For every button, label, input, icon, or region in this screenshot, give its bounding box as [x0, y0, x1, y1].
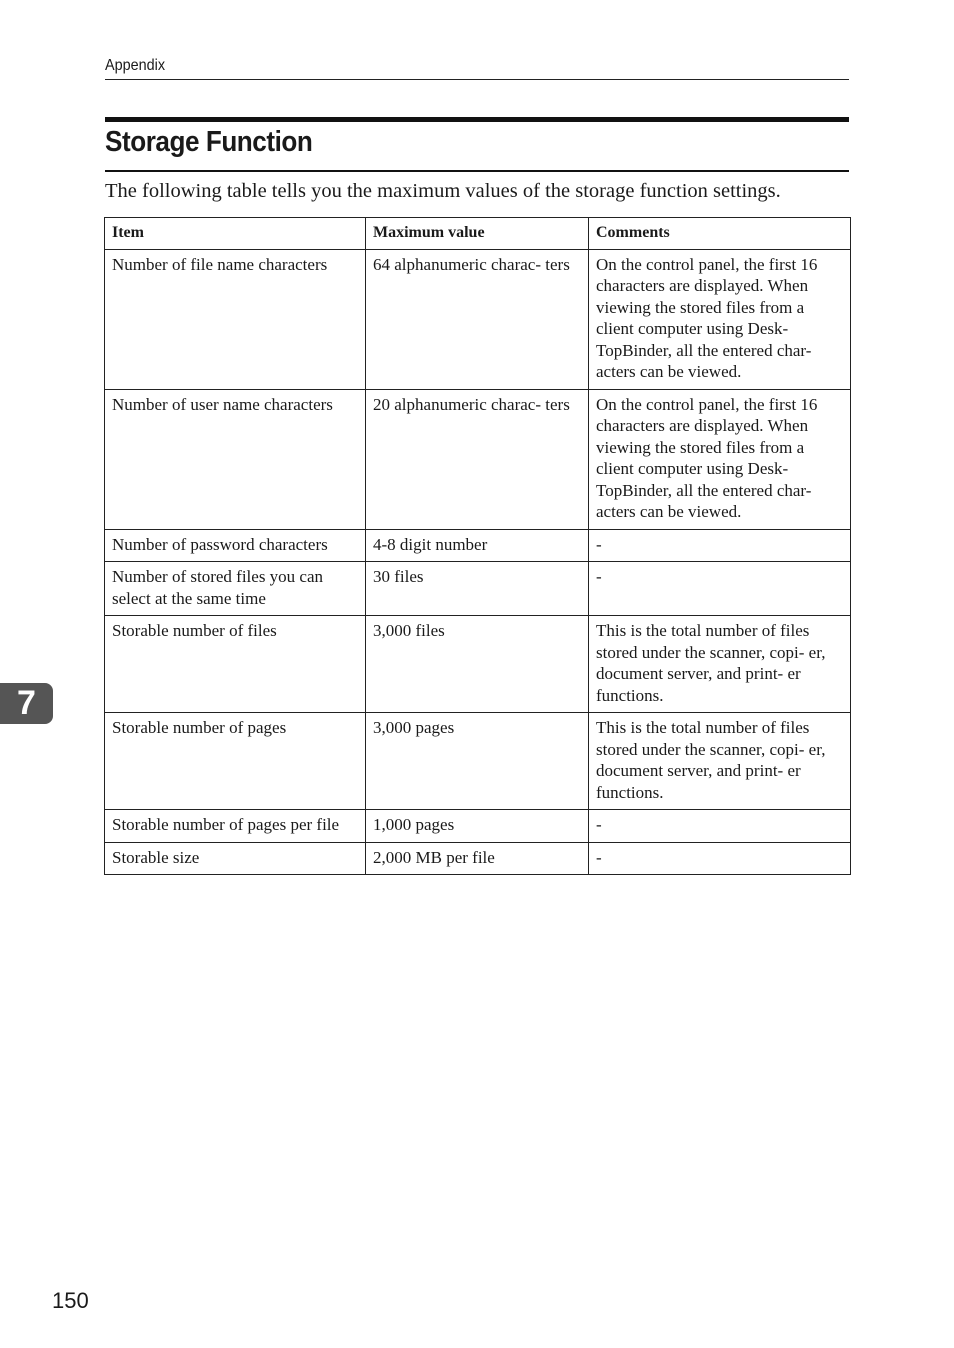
table-row — [105, 842, 851, 875]
item-cell: Number of stored files you can select at the same time — [105, 562, 366, 616]
column-header-item: Item — [105, 218, 366, 250]
max-value-cell: 1,000 pages — [366, 810, 589, 843]
table-row — [105, 616, 851, 713]
running-head: Appendix — [105, 57, 166, 74]
item-cell: Number of user name characters — [105, 389, 366, 529]
intro-paragraph: The following table tells you the maximum values of the storage function settings. — [105, 180, 781, 202]
item-cell: Number of password characters — [105, 529, 366, 562]
column-header-comments: Comments — [589, 218, 851, 250]
table-row — [105, 810, 851, 843]
item-cell: Storable number of files — [105, 616, 366, 713]
item-cell: Storable number of pages — [105, 713, 366, 810]
section-title: Storage Function — [105, 126, 313, 158]
table-row — [105, 529, 851, 562]
table-row — [105, 389, 851, 529]
comment-cell: On the control panel, the first 16 characters are displayed. When viewing the stored files from a client computer using Desk- TopBinder, all the entered char- acters can be viewed. — [589, 389, 851, 529]
chapter-tab: 7 — [0, 683, 53, 724]
header-rule — [105, 79, 849, 80]
comment-cell: This is the total number of files stored under the scanner, copi- er, document server, and print- er functions. — [589, 616, 851, 713]
comment-cell: - — [589, 810, 851, 843]
title-bottom-rule — [105, 170, 849, 172]
storage-function-table — [104, 217, 851, 875]
max-value-cell: 4-8 digit number — [366, 529, 589, 562]
comment-cell: - — [589, 562, 851, 616]
item-cell: Storable size — [105, 842, 366, 875]
table-row — [105, 562, 851, 616]
page-number: 150 — [52, 1288, 89, 1313]
max-value-cell: 30 files — [366, 562, 589, 616]
max-value-cell: 64 alphanumeric charac- ters — [366, 249, 589, 389]
max-value-cell: 3,000 pages — [366, 713, 589, 810]
item-cell: Storable number of pages per file — [105, 810, 366, 843]
comment-cell: - — [589, 842, 851, 875]
table-row — [105, 713, 851, 810]
item-cell: Number of file name characters — [105, 249, 366, 389]
title-top-rule — [105, 117, 849, 122]
table-row — [105, 249, 851, 389]
max-value-cell: 3,000 files — [366, 616, 589, 713]
max-value-cell: 20 alphanumeric charac- ters — [366, 389, 589, 529]
comment-cell: This is the total number of files stored under the scanner, copi- er, document server, and print- er functions. — [589, 713, 851, 810]
column-header-maximum-value: Maximum value — [366, 218, 589, 250]
comment-cell: On the control panel, the first 16 characters are displayed. When viewing the stored files from a client computer using Desk- TopBinder, all the entered char- acters can be viewed. — [589, 249, 851, 389]
max-value-cell: 2,000 MB per file — [366, 842, 589, 875]
comment-cell: - — [589, 529, 851, 562]
table-header-row — [105, 218, 851, 250]
